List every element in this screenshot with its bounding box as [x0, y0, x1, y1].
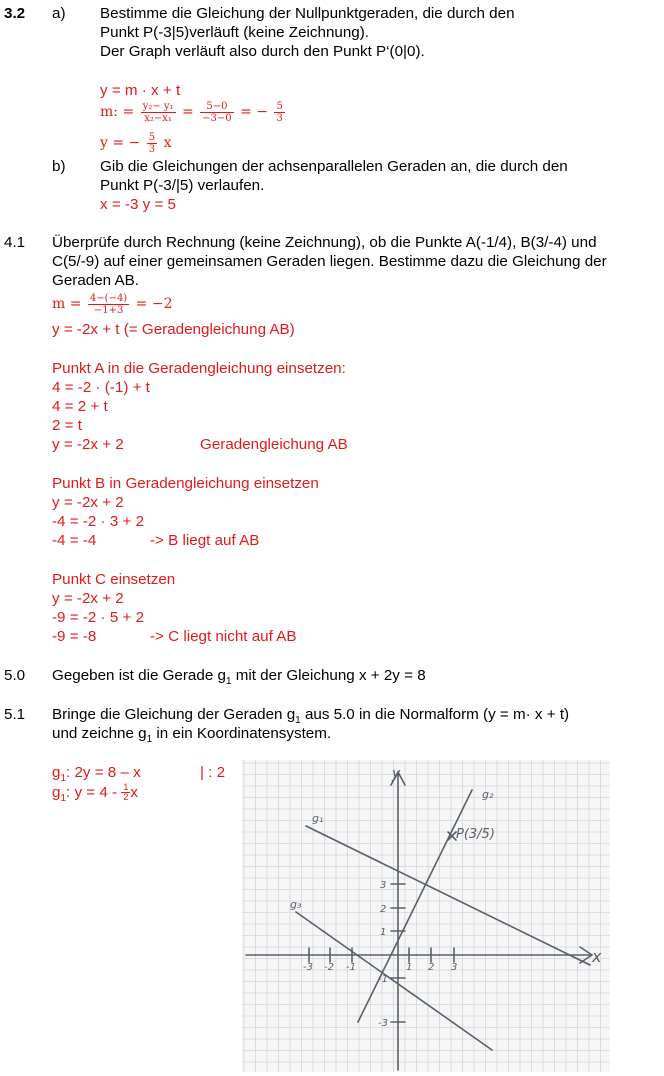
task-5-1-line2 [52, 724, 331, 749]
text-part: Gegeben ist die Gerade g [52, 667, 226, 684]
text-part: : 2y = 8 – x [66, 764, 141, 781]
point-c-step2: -9 = -2 · 5 + 2 [52, 609, 145, 626]
task-3-2b-line2: Punkt P(-3/|5) verlaufen. [100, 177, 265, 194]
subscript: 1 [60, 793, 67, 805]
task-number-5-1: 5.1 [4, 706, 26, 723]
fraction-numerator: 5 [148, 131, 156, 143]
fraction-numerator: 1 [123, 782, 129, 793]
line-g2 [358, 790, 472, 1022]
slope-result: = −2 [135, 296, 173, 312]
slope-label: m = [52, 296, 82, 312]
solution-3-2a-slope [100, 96, 287, 128]
point-c-heading: Punkt C einsetzen [52, 571, 176, 588]
slope-fraction [88, 293, 129, 316]
solution-5-1-operation: | : 2 [200, 764, 226, 781]
half-fraction [121, 783, 130, 802]
text-part: aus 5.0 in die Normalform (y = m· x + t) [300, 706, 570, 723]
point-a-step3: 2 = t [52, 417, 82, 434]
fraction-denominator: 2 [123, 792, 129, 803]
x-tick-label: 2 [428, 962, 435, 973]
label-g3: g₃ [290, 898, 302, 911]
subscript: 1 [146, 734, 153, 746]
coordinate-system-svg [242, 760, 610, 1072]
task-3-2b-label: b) [52, 158, 66, 175]
text-part: x [130, 784, 138, 801]
task-3-2a-line1: Bestimme die Gleichung der Nullpunktgeraden, die durch den [100, 5, 515, 22]
point-a-step1: 4 = -2 · (-1) + t [52, 379, 150, 396]
y-tick-label: -1 [378, 974, 388, 985]
solution-3-2a-result [100, 128, 171, 158]
solution-3-2a-equation: y = m · x + t [100, 82, 181, 99]
fraction-numerator: 5−0 [200, 101, 233, 113]
point-b-step1: y = -2x + 2 [52, 494, 124, 511]
text-part: Bringe die Gleichung der Geraden g [52, 706, 296, 723]
y-tick-label: 1 [380, 927, 387, 938]
point-a-step4: y = -2x + 2 [52, 436, 124, 453]
y-tick-label: 3 [380, 880, 387, 891]
task-3-2b-line1: Gib die Gleichungen der achsenparallelen Geraden an, die durch den [100, 158, 568, 175]
x-tick-label: -3 [303, 962, 313, 973]
fraction-numerator: y₂− y₁ [142, 100, 174, 112]
point-c-step3: -9 = -8 [52, 628, 97, 645]
point-c-step3-note: -> C liegt nicht auf AB [150, 628, 297, 645]
point-b-step3-note: -> B liegt auf AB [150, 532, 260, 549]
label-g1: g₁ [312, 812, 324, 825]
fraction-denominator: 3 [148, 143, 156, 155]
point-c-step1: y = -2x + 2 [52, 590, 124, 607]
task-3-2a-line3: Der Graph verläuft also durch den Punkt P‘(0|0). [100, 43, 425, 60]
task-3-2a-line2: Punkt P(-3|5)verläuft (keine Zeichnung). [100, 24, 370, 41]
result-fraction [147, 132, 157, 155]
task-number-5-0: 5.0 [4, 667, 26, 684]
fraction-numerator: 5 [276, 100, 283, 112]
equals-minus-sign: = − [240, 104, 269, 120]
task-4-1-line3: Geraden AB. [52, 272, 139, 289]
x-tick-label: -2 [324, 962, 334, 973]
x-tick-label: 3 [451, 962, 458, 973]
label-g2: g₂ [482, 788, 494, 801]
fraction-numerator: 4−(−4) [89, 292, 128, 304]
x-axis-label: x [592, 947, 602, 966]
task-3-2a-label: a) [52, 5, 66, 22]
subscript: 1 [225, 676, 232, 688]
y-tick-label: 2 [380, 904, 387, 915]
solution-3-2b: x = -3 y = 5 [100, 196, 176, 213]
point-a-heading: Punkt A in die Geradengleichung einsetzen: [52, 360, 346, 377]
subscript: 1 [295, 715, 301, 727]
text-part: und zeichne g [52, 725, 147, 742]
text-part: in ein Koordinatensystem. [152, 725, 332, 742]
solution-4-1-equation: y = -2x + t (= Geradengleichung AB) [52, 321, 295, 338]
y-tick-label: -3 [378, 1018, 388, 1029]
slope-label: m: = [100, 104, 135, 120]
solution-4-1-slope [52, 288, 173, 320]
y-axis-label: y [392, 766, 401, 782]
coordinate-system-sketch [242, 760, 610, 1072]
task-4-1-line2: C(5/-9) auf einer gemeinsamen Geraden liegen. Bestimme dazu die Gleichung der [52, 253, 607, 270]
fraction-denominator: −1+3 [93, 304, 124, 316]
text-part: g [52, 764, 61, 781]
point-a-step2: 4 = 2 + t [52, 398, 108, 415]
slope-fraction-values [200, 101, 233, 124]
point-b-heading: Punkt B in Geradengleichung einsetzen [52, 475, 319, 492]
line-g1 [306, 826, 590, 965]
point-a-step4-note: Geradengleichung AB [200, 436, 348, 453]
grid-lines [242, 760, 610, 1072]
text-part: mit der Gleichung x + 2y = 8 [231, 667, 426, 684]
label-point-p: P(3/5) [456, 827, 495, 842]
task-4-1-line1: Überprüfe durch Rechnung (keine Zeichnung), ob die Punkte A(-1/4), B(3/-4) und [52, 234, 597, 251]
result-x: x [163, 135, 172, 151]
x-tick-label: 1 [406, 962, 413, 973]
solution-5-1-step2 [52, 780, 138, 806]
point-b-step2: -4 = -2 · 3 + 2 [52, 513, 145, 530]
fraction-denominator: 3 [276, 112, 283, 124]
x-tick-label: -1 [346, 962, 356, 973]
slope-fraction-result [274, 101, 284, 124]
text-part: g [52, 784, 61, 801]
slope-fraction-formula [141, 101, 176, 124]
fraction-denominator: −3−0 [202, 112, 232, 124]
task-number-3-2: 3.2 [4, 5, 26, 22]
result-y-label: y = − [100, 135, 141, 151]
task-5-0-text [52, 666, 426, 691]
fraction-denominator: x₂−x₁ [144, 112, 172, 124]
point-b-step3: -4 = -4 [52, 532, 97, 549]
equals-sign: = [181, 104, 194, 120]
text-part: : y = 4 - [66, 784, 122, 801]
task-number-4-1: 4.1 [4, 234, 26, 251]
subscript: 1 [60, 773, 67, 785]
